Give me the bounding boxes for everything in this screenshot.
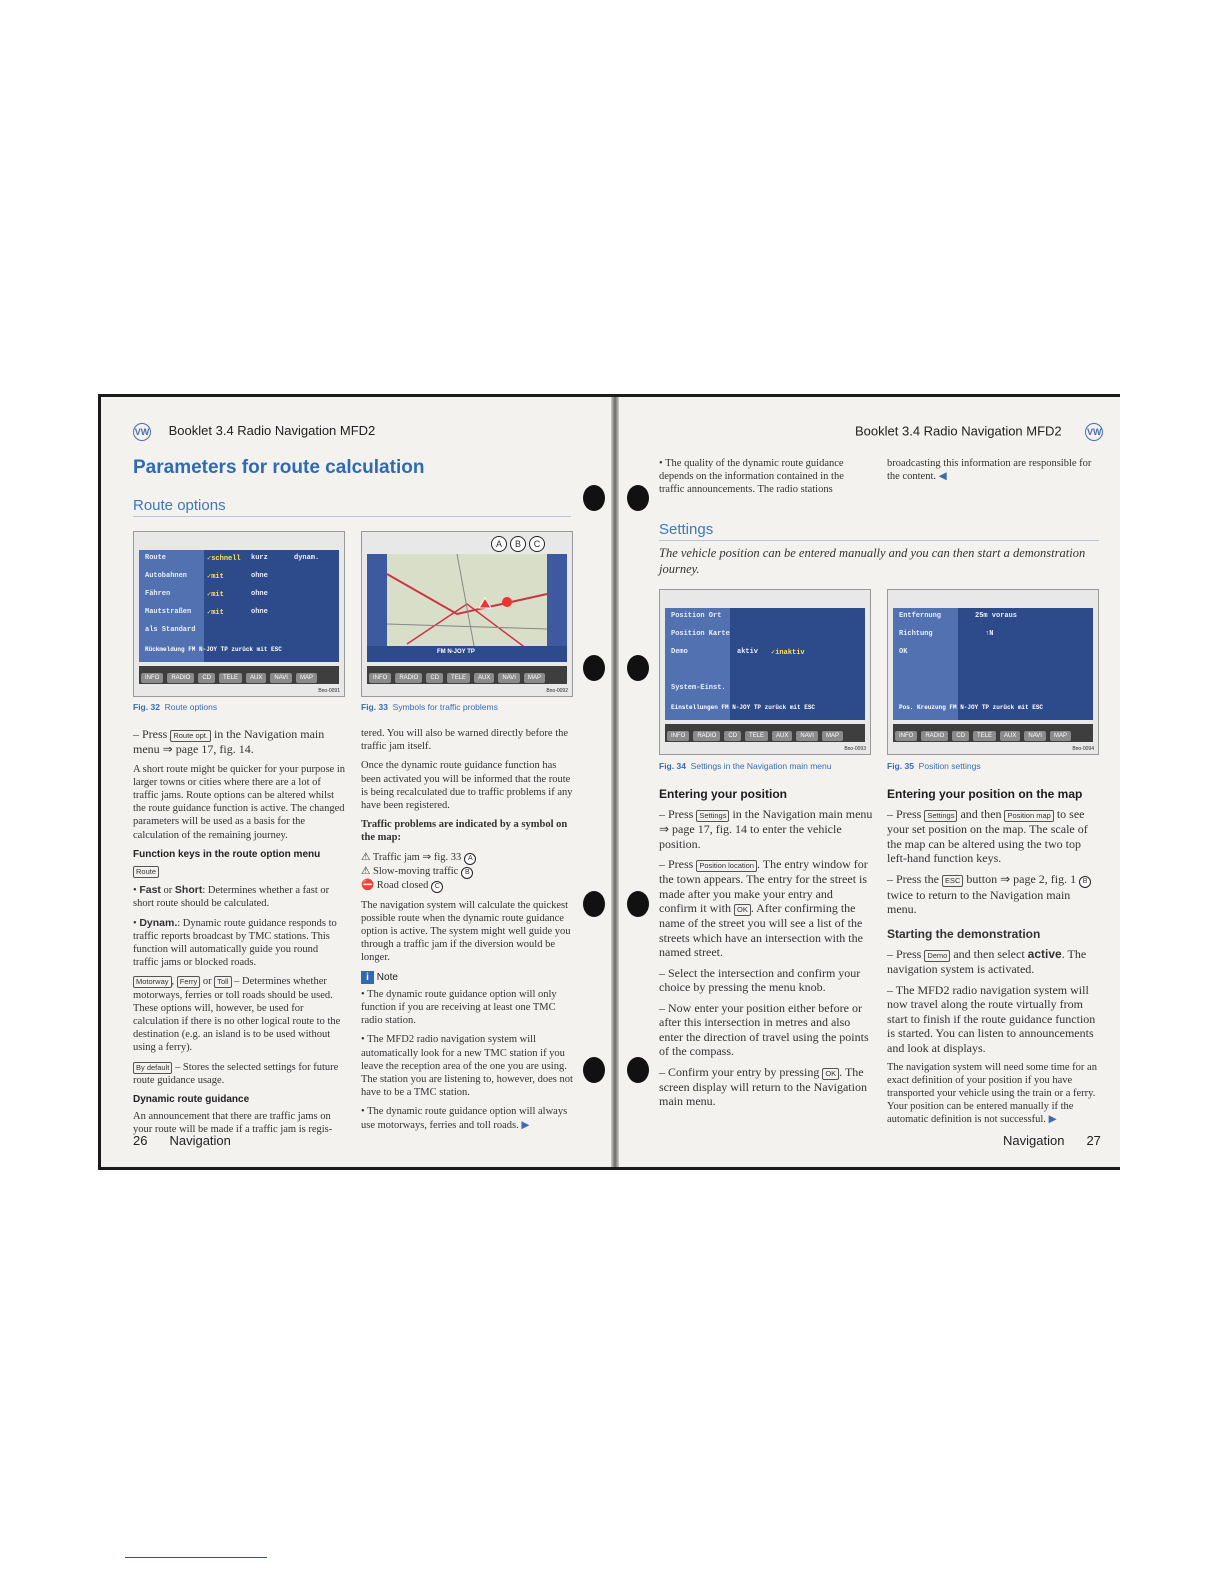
row-label: Autobahnen xyxy=(145,572,188,580)
btn-navi: NAVI xyxy=(1024,731,1046,741)
vw-logo-icon: VW xyxy=(133,423,151,441)
right-page xyxy=(619,397,1123,1167)
btn-info: INFO xyxy=(369,673,391,683)
punch-hole xyxy=(627,655,649,681)
right-col2-text: – Press Settings and then Position map to see your set position on the map. The scale of the map can be altered using the two top left-hand function keys. – Press the ESC button ⇒ page 2, fig. 1 B twice to return to the Navigation main menu. Starting the demonstration – Press Demo and then select active. The navigation system is activated. – The MFD2 radio navigation system will now travel along the route virtually from start to finish if the route guidance function is started. You can listen to announcements and look at displays. The navigation system will need some time for an exact definition of your position if you have transported your vehicle using the train or a ferry. Your position can be entered manually if the automatic definition is not successful. ▶ xyxy=(887,807,1101,1132)
btn-radio: RADIO xyxy=(921,731,948,741)
row-value: ✓inaktiv xyxy=(771,649,805,657)
btn-radio: RADIO xyxy=(167,673,194,683)
book-gutter xyxy=(611,397,619,1167)
btn-info: INFO xyxy=(667,731,689,741)
btn-info: INFO xyxy=(141,673,163,683)
status-bar: Pos. Kreuzung FM N-JOY TP zurück mit ESC xyxy=(899,704,1044,711)
settings-intro: The vehicle position can be entered manually and you can then start a demonstration journey. xyxy=(659,546,1086,576)
fig-code: Bno-0094 xyxy=(1072,746,1094,752)
map-display xyxy=(367,554,567,662)
row-value: ✓mit xyxy=(207,573,224,581)
left-header xyxy=(133,423,375,441)
map-roads xyxy=(367,554,567,662)
map-status: FM N-JOY TP xyxy=(437,649,475,655)
row-value: ohne xyxy=(251,608,268,616)
right-top-col1: • The quality of the dynamic route guidance depends on the information contained in the traffic announcements. The radio stations xyxy=(659,458,844,496)
continue-arrow-icon: ▶ xyxy=(1048,1114,1057,1125)
position-display xyxy=(893,608,1093,720)
fig34-screen xyxy=(659,589,871,755)
row-label: Fähren xyxy=(145,590,171,598)
btn-cd: CD xyxy=(952,731,969,741)
row-value: dynam. xyxy=(294,554,320,562)
btn-aux: AUX xyxy=(772,731,792,741)
button-bar xyxy=(665,724,865,742)
btn-map: MAP xyxy=(296,673,317,683)
section-settings: Settings xyxy=(659,521,1099,541)
btn-map: MAP xyxy=(822,731,843,741)
right-header: Booklet 3.4 Radio Navigation MFD2 VW xyxy=(855,423,1103,441)
status-bar: Rückmeldung FM N-JOY TP zurück mit ESC xyxy=(145,646,282,653)
key-route-opt: Route opt. xyxy=(170,730,211,742)
right-top-col2: broadcasting this information are responsible for the content. ◀ xyxy=(887,458,1092,483)
heading-demonstration: Starting the demonstration xyxy=(887,926,1041,941)
fig-code: Bno-0091 xyxy=(318,688,340,694)
page-title: Parameters for route calculation xyxy=(133,457,425,478)
left-page xyxy=(101,397,611,1167)
heading-position-map: Entering your position on the map xyxy=(887,787,1083,801)
heading-entering-position: Entering your position xyxy=(659,787,787,801)
row-value: ✓schnell xyxy=(207,555,241,563)
btn-navi: NAVI xyxy=(796,731,818,741)
punch-hole xyxy=(583,485,605,511)
badge-c: C xyxy=(529,536,545,552)
fig33-badges xyxy=(488,534,545,552)
header-text: Booklet 3.4 Radio Navigation MFD2 xyxy=(168,423,376,439)
row-label: System-Einst. xyxy=(671,684,726,692)
paragraph: A short route might be quicker for your purpose in larger towns or cities where there are a lot of traffic jams. Route options can be altered whilst the route guidance function is active. The changed parameters will be used as a basis for the calculation of the remaining journey. xyxy=(133,763,345,841)
btn-tele: TELE xyxy=(745,731,768,741)
btn-aux: AUX xyxy=(1000,731,1020,741)
btn-tele: TELE xyxy=(447,673,470,683)
row-value: kurz xyxy=(251,554,268,562)
right-footer: Navigation 27 xyxy=(1003,1133,1101,1148)
punch-hole xyxy=(627,485,649,511)
row-label: Position Ort xyxy=(671,612,722,620)
row-value: ✓mit xyxy=(207,591,224,599)
button-bar xyxy=(367,666,567,684)
row-label: Route xyxy=(145,554,167,562)
status-bar: Einstellungen FM N-JOY TP zurück mit ESC xyxy=(671,704,816,711)
button-bar xyxy=(139,666,339,684)
btn-tele: TELE xyxy=(973,731,996,741)
fig33-caption: Fig. 33 Symbols for traffic problems xyxy=(361,702,498,712)
paragraph: An announcement that there are traffic jams on your route will be made if a traffic jam is regis- xyxy=(133,1111,333,1136)
row-value: 25m voraus xyxy=(975,612,1018,620)
punch-hole xyxy=(583,891,605,917)
settings-display xyxy=(665,608,865,720)
vw-logo-icon: VW xyxy=(1085,423,1103,441)
left-footer: 26 Navigation xyxy=(133,1133,231,1148)
subheading: Dynamic route guidance xyxy=(133,1093,250,1105)
punch-hole xyxy=(627,891,649,917)
punch-hole xyxy=(627,1057,649,1083)
row-value: ↑N xyxy=(985,630,994,638)
booklet-spread xyxy=(98,394,1120,1170)
button-bar xyxy=(893,724,1093,742)
btn-radio: RADIO xyxy=(693,731,720,741)
btn-aux: AUX xyxy=(474,673,494,683)
fig33-map xyxy=(361,531,573,697)
row-label: Demo xyxy=(671,648,688,656)
fig35-screen xyxy=(887,589,1099,755)
row-value: ohne xyxy=(251,572,268,580)
left-col1-text: – Press Route opt. in the Navigation main menu ⇒ page 17, fig. 14. A short route might be quicker for your purpose in larger towns or cities where there are a lot of traffic jams. Route options can be altered whilst the route guidance function is active. The changed parameters will be used as a basis for the calculation of the remaining journey. Function keys in the route option menu Route • Fast or Short: Determines whether a fast or short route should be calculated. • Dynam.: Dynamic route guidance responds to traffic reports broadcast by TMC stations. This function will automatically guide you round traffic jams or blocked roads. Motorway , Ferry or Toll – Determines whether motorways, ferries or toll roads should be used. These options will, however, be used for calculation if there is no other logical route to the destination (e.g. an island is to be used without using a ferry). By default – Stores the selected settings for future route guidance usage. Dynamic route guidance An announcement that there are traffic jams on your route will be made if a traffic jam is regis- xyxy=(133,727,345,1136)
btn-cd: CD xyxy=(724,731,741,741)
punch-hole xyxy=(583,1057,605,1083)
btn-info: INFO xyxy=(895,731,917,741)
row-value: ohne xyxy=(251,590,268,598)
row-label: Mautstraßen xyxy=(145,608,192,616)
row-label: als Standard xyxy=(145,626,196,634)
btn-navi: NAVI xyxy=(498,673,520,683)
route-options-display xyxy=(139,550,339,662)
section-route-options: Route options xyxy=(133,497,571,517)
fig35-caption: Fig. 35 Position settings xyxy=(887,761,981,771)
row-label: Entfernung xyxy=(899,612,942,620)
btn-cd: CD xyxy=(198,673,215,683)
btn-cd: CD xyxy=(426,673,443,683)
continue-arrow-icon: ▶ xyxy=(521,1119,530,1131)
btn-navi: NAVI xyxy=(270,673,292,683)
row-value: aktiv xyxy=(737,648,759,656)
left-col2-text: tered. You will also be warned directly before the traffic jam itself. Once the dynamic route guidance function has been activated you will be informed that the route is being recalculated due to traffic problems if any have been registered. Traffic problems are indicated by a symbol on the map: ⚠ Traffic jam ⇒ fig. 33 A ⚠ Slow-moving traffic B ⛔ Road closed C The navigation system will calculate the quickest possible route when the dynamic route guidance option is active. The system might well guide you through a traffic jam if the diversion would be longer. i Note • The dynamic route guidance option will only function if you are receiving at least one TMC radio station. • The MFD2 radio navigation system will automatically look for a new TMC station if you leave the reception area of the one you are using. The station you are listening to, however, does not have to be a TMC station. • The dynamic route guidance option will always use motorways, ferries and toll roads. ▶ xyxy=(361,728,573,1131)
fig-code: Bno-0092 xyxy=(546,688,568,694)
btn-radio: RADIO xyxy=(395,673,422,683)
btn-aux: AUX xyxy=(246,673,266,683)
fig-code: Bno-0093 xyxy=(844,746,866,752)
btn-tele: TELE xyxy=(219,673,242,683)
fig32-caption: Fig. 32 Route options xyxy=(133,702,218,712)
right-col1-text: – Press Settings in the Navigation main menu ⇒ page 17, fig. 14 to enter the vehicle position. – Press Position location . The entry window for the town appears. The entry for the street is made after you make your entry and confirm it with OK . After confirming the name of the street you will see a list of the streets which have an intersection with the named street. – Select the intersection and confirm your choice by pressing the menu knob. – Now enter your position either before or after this intersection in metres and also enter the direction of travel using the points of the compass. – Confirm your entry by pressing OK . The screen display will return to the Navigation main menu. xyxy=(659,807,873,1108)
punch-hole xyxy=(583,655,605,681)
badge-a: A xyxy=(491,536,507,552)
row-label: Position Karte xyxy=(671,630,730,638)
fig32-screen xyxy=(133,531,345,697)
badge-b: B xyxy=(510,536,526,552)
btn-map: MAP xyxy=(1050,731,1071,741)
subheading: Function keys in the route option menu xyxy=(133,848,321,860)
fig34-caption: Fig. 34 Settings in the Navigation main menu xyxy=(659,761,832,771)
row-value: ✓mit xyxy=(207,609,224,617)
bottom-rule xyxy=(125,1557,267,1558)
row-label: Richtung xyxy=(899,630,933,638)
btn-map: MAP xyxy=(524,673,545,683)
row-label: OK xyxy=(899,648,908,656)
key-route: Route xyxy=(133,866,159,878)
info-icon: i xyxy=(361,971,374,984)
